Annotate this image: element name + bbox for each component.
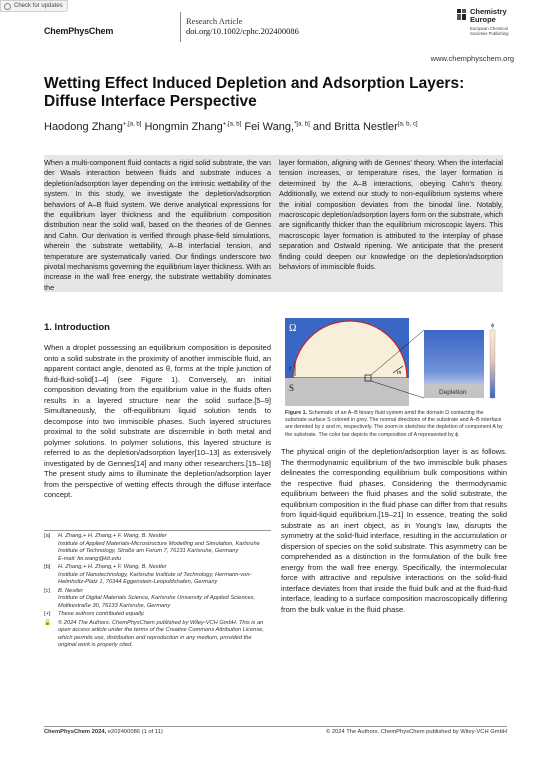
phi-label: ϕ: [491, 323, 495, 329]
affiliations: [44, 533, 271, 651]
figure-caption: [285, 410, 504, 439]
affiliation-item: [44, 588, 271, 611]
m-label: m: [397, 370, 402, 376]
figure-caption-label: Figure 1.: [285, 410, 308, 416]
intro-paragraph: When a droplet possessing an equilibrium composition is deposited onto a solid substrate in the proximity of another immiscible fluid, an apparent contact angle, denoted as θ, forms at the triple junction of fluid-fluid-solid[1–4] (see Figure 1). Conversely, an initial composition deviating from the equilibrium value in the fluids often results in a layered structure near the solid surface.[5–9] Simultaneously, the off-equilibrium liquid solution tends to decompose into two immiscible phases. Such layered structures proximal to the solid substrate are discernible in both metal and polymer solutions. In polymer solutions, this layered structure is referred to as the depletion/adsorption layer[10–13] as extensively investigated by de Gennes[14] and many other researchers.[15–18] The present study aims to illuminate the depletion/adsorption layer from the perspective of wetting effects through the diffuse interface concept.: [44, 343, 271, 499]
check-updates-label: Check for updates: [14, 3, 63, 9]
footer-article-page: e202400086 (1 of 11): [107, 729, 163, 735]
author-list: [44, 121, 418, 133]
abstract-right-column: layer formation, aligning with de Gennes' theory. When the interfacial tension increases, or temperature rises, the layer formation is determined by the A–B interactions, obeying Cahn's theory. Additionally, we extend our study to non-equilibrium systems where the initial composition deviates from the binodal line. Notably, macroscopic depletion/adsorption layers form on the substrate, which are significantly thicker than the equilibrium microscopic layers. This macroscopic layer formation is attributed to the interplay of phase separation and Ostwald ripening. We anticipate that the present finding could deepen our knowledge on the depletion/adsorption behaviors of immiscible fluids.: [279, 158, 503, 272]
author-affiliation: [a, b, c]: [397, 121, 418, 128]
author-name[interactable]: Haodong Zhang: [44, 121, 123, 133]
omega-label: Ω: [289, 323, 297, 334]
footer-citation: [44, 729, 163, 735]
author-name[interactable]: Hongmin Zhang: [144, 121, 223, 133]
author-affiliation: *[a, b]: [294, 121, 310, 128]
depletion-label: Depletion: [439, 389, 467, 396]
article-type: Research Article: [186, 16, 243, 26]
color-bar: [490, 330, 495, 398]
substrate: [285, 378, 409, 406]
update-icon: [4, 3, 11, 10]
article-title: Wetting Effect Induced Depletion and Adsorption Layers: Diffuse Interface Perspective: [44, 75, 465, 110]
publisher-name: Chemistry Europe: [470, 7, 507, 24]
abstract-left-column: When a multi-component fluid contacts a rigid solid substrate, the van der Waals interaction between fluids and substrate induces a depletion/adsorption layer depending on the intrinsic wettability of the system. In this study, we investigate the depletion/adsorption behaviors of A–B fluid system. We derive analytical expressions for the equilibrium layer thickness and the equilibrium composition distribution near the solid wall, based on the theories of de Gennes and Cahn. Our derivation is verified through phase-field simulations, wherein the substrate wettability, A–B interfacial tension, and temperature are systematically varied. Our findings underscore two pivotal mechanisms governing the equilibrium layer thickness. With an increase in the wall free energy, the substrate wettability dominates the: [44, 158, 271, 292]
journal-name: ChemPhysChem: [44, 26, 114, 36]
open-access-icon: 🔓: [44, 619, 52, 626]
license-text: © 2024 The Authors. ChemPhysChem published by Wiley-VCH GmbH. This is an open access article under the terms of the Creative Commons Attribution License, which permits use, distribution and reproduction in any medium, provided the original work is properly cited.: [58, 619, 264, 648]
affiliation-label: [c]: [44, 587, 51, 594]
license-item: [44, 620, 271, 650]
doi-link[interactable]: doi.org/10.1002/cphc.202400086: [186, 26, 299, 36]
figure-1: [285, 318, 505, 406]
affiliation-item: [44, 564, 271, 587]
affiliation-text: H. Zhang,+ H. Zhang,+ F. Wang, B. Nestler Institute of Nanotechnology, Karlsruhe Institute of Technology, Hermann-von-Helmholtz-Platz 1, 76344 Eggenstein-Leopoldshafen, Germany: [58, 564, 252, 585]
affiliation-divider: [44, 530, 271, 531]
chemistry-europe-logo-icon: [457, 9, 466, 20]
affiliation-label: [a]: [44, 533, 51, 539]
footer-journal-year: ChemPhysChem 2024,: [44, 729, 107, 735]
body-paragraph: The physical origin of the depletion/adsorption layer is as follows. The thermodynamic equilibrium of the two immiscible bulk phases delineates the corresponding equilibrium bulk compositions within the respective fluid phases. Considering the thermodynamic equilibrium between the fluid phases and the solid substrate, the equilibrium composition in the fluid phase can differ from that results from liquid-liquid equilibrium.[19–21] In essence, treating the solid substrate as an inert object, as in Young's law, disrupts the symmetry at the solid-fluid interface, resulting in the accumulation or dispersion of species on the solid substrate. This asymmetry can be comprehended as a distinction in the formulation of the bulk free energy from the wall free energy. Specifically, the intermolecular force with attractive and repulsive interactions on the solid-fluid interface deviates from that inside the fluid bulk and at the fluid-fluid interface, leading to a surface composition macroscopically differing from the bulk value in the fluid phase.: [281, 447, 507, 614]
journal-website[interactable]: www.chemphyschem.org: [430, 54, 514, 63]
publisher-logo: [457, 8, 517, 42]
author-name[interactable]: Fei Wang,: [244, 121, 295, 133]
substrate-label: S: [289, 383, 295, 393]
footer-divider: [44, 726, 507, 727]
author-affiliation: +,[a, b]: [222, 121, 242, 128]
affiliation-text: H. Zhang,+ H. Zhang,+ F. Wang, B. Nestler Institute of Applied Materials-Microstructure Modelling and Simulation, Karlsruhe Institute of Technology, Straße am Forum 7, 76131 Karlsruhe, Germany E-mail: fei.wang@kit.edu: [58, 533, 260, 562]
author-affiliation: +,[a, b]: [122, 121, 142, 128]
section-heading: 1. Introduction: [44, 322, 110, 333]
z-label: z: [289, 366, 292, 372]
abstract: [44, 155, 503, 292]
affiliation-item: [44, 611, 271, 619]
author-name[interactable]: and Britta Nestler: [312, 121, 398, 133]
publisher-subtitle: European Chemical Societies Publishing: [470, 26, 509, 36]
affiliation-text: B. Nestler Institute of Digital Materials Science, Karlsruhe University of Applied Sciences, Moltkestraße 30, 76133 Karlsruhe, Germany: [58, 587, 256, 609]
footer-copyright: © 2024 The Authors. ChemPhysChem published by Wiley-VCH GmbH: [325, 729, 507, 735]
affiliation-label: [b]: [44, 564, 51, 570]
check-for-updates-badge[interactable]: [0, 0, 68, 12]
header-divider: [180, 12, 181, 42]
affiliation-item: [44, 533, 271, 563]
affiliation-text: These authors contributed equally.: [58, 611, 145, 617]
figure-caption-text: Schematic of an A–B binary fluid system amid the domain Ω contacting the substrate surface S colored in grey. The normal directions of the substrate and A–B interface are denoted by z and m, respectively. The zoom-in sketches the depletion of component A by the substrate. The color bar depicts the composition of A represented by ϕ.: [285, 410, 503, 438]
affiliation-label: [+]: [44, 611, 51, 617]
